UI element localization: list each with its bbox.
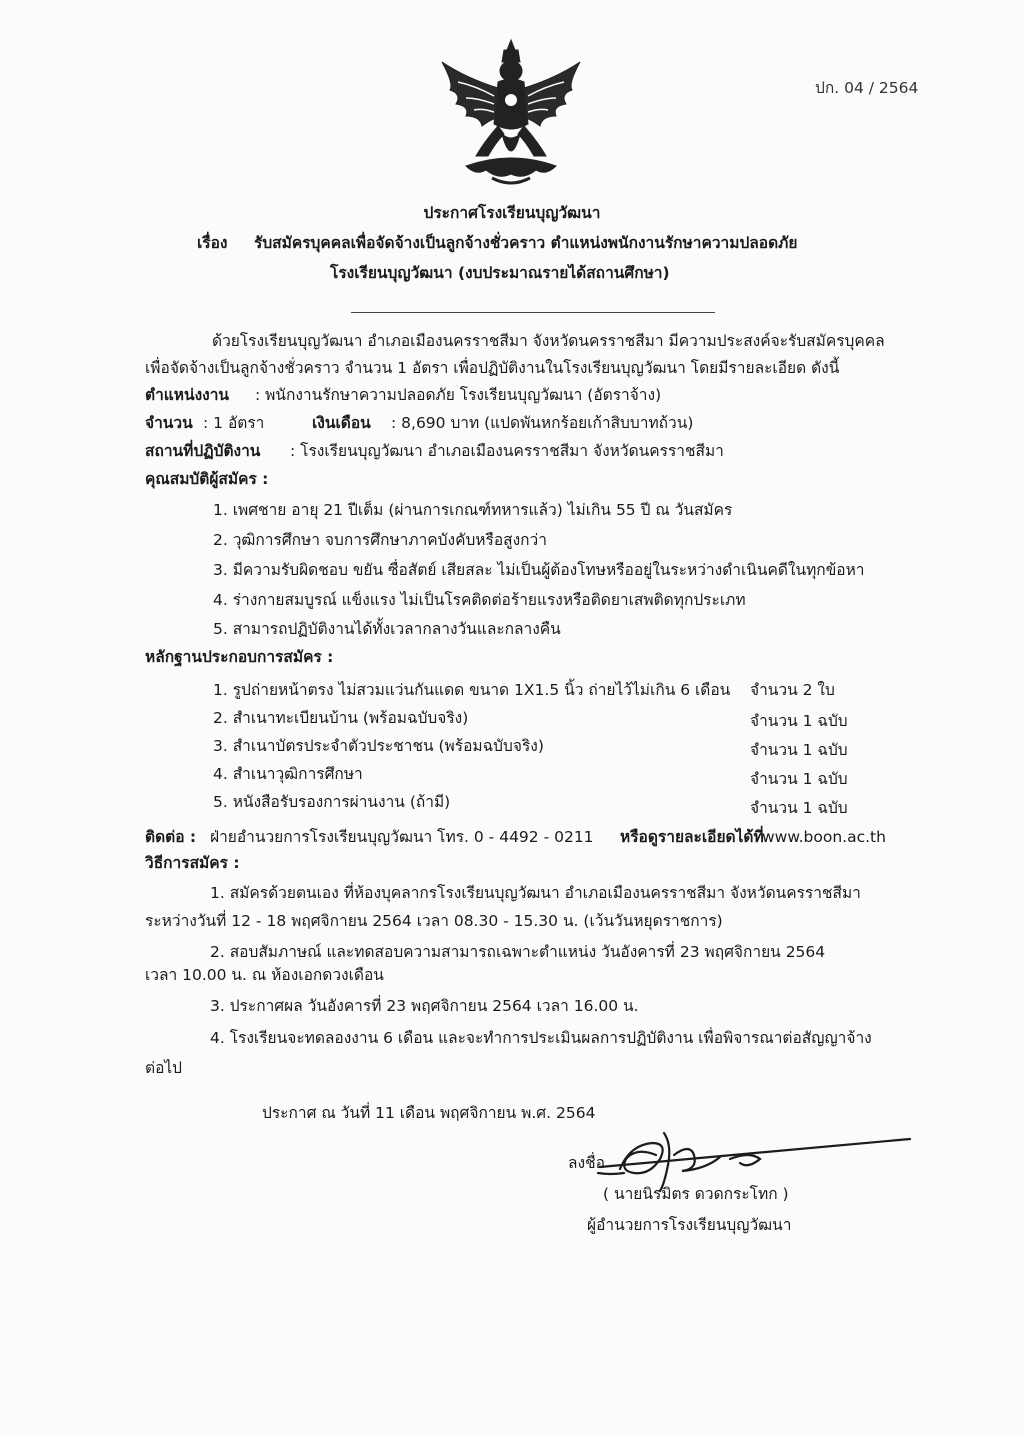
signer-title: ผู้อำนวยการโรงเรียนบุญวัฒนา — [587, 1216, 792, 1234]
qualification-item: 3. มีความรับผิดชอบ ขยัน ซื่อสัตย์ เสียสละ ไม่เป็นผู้ต้องโทษหรืออยู่ในระหว่างดำเนินคดีในทุกข้อหา — [213, 561, 865, 579]
apply-item-1-line-2: ระหว่างวันที่ 12 - 18 พฤศจิกายน 2564 เวลา 08.30 - 15.30 น. (เว้นวันหยุดราชการ) — [145, 912, 723, 930]
contact-text: ฝ่ายอำนวยการโรงเรียนบุญวัฒนา โทร. 0 - 4492 - 0211 — [210, 828, 594, 846]
workplace-label: สถานที่ปฏิบัติงาน — [145, 442, 261, 460]
contact-more: หรือดูรายละเอียดได้ที่ — [620, 828, 764, 846]
header-divider — [351, 312, 715, 313]
announcement-title: ประกาศโรงเรียนบุญวัฒนา — [423, 204, 601, 222]
document-qty: จำนวน 1 ฉบับ — [750, 741, 848, 759]
apply-item-1-line-1: 1. สมัครด้วยตนเอง ที่ห้องบุคลากรโรงเรียนบุญวัฒนา อำเภอเมืองนครราชสีมา จังหวัดนครราชสีมา — [210, 884, 861, 902]
document-item: 1. รูปถ่ายหน้าตรง ไม่สวมแว่นกันแดด ขนาด 1X1.5 นิ้ว ถ่ายไว้ไม่เกิน 6 เดือน — [213, 681, 731, 699]
document-item: 2. สำเนาทะเบียนบ้าน (พร้อมฉบับจริง) — [213, 709, 469, 727]
document-qty: จำนวน 2 ใบ — [750, 681, 835, 699]
count-value: : 1 อัตรา — [203, 414, 265, 432]
salary-label: เงินเดือน — [312, 414, 371, 432]
qualification-item: 4. ร่างกายสมบูรณ์ แข็งแรง ไม่เป็นโรคติดต่อร้ายแรงหรือติดยาเสพติดทุกประเภท — [213, 591, 746, 609]
contact-label: ติดต่อ : — [145, 828, 197, 846]
subject-line-2: โรงเรียนบุญวัฒนา (งบประมาณรายได้สถานศึกษา) — [330, 264, 670, 282]
intro-line-2: เพื่อจัดจ้างเป็นลูกจ้างชั่วคราว จำนวน 1 อัตรา เพื่อปฏิบัติงานในโรงเรียนบุญวัฒนา โดยมีรายละเอียด ดังนี้ — [145, 359, 840, 377]
workplace-value: : โรงเรียนบุญวัฒนา อำเภอเมืองนครราชสีมา จังหวัดนครราชสีมา — [290, 442, 724, 460]
position-value: : พนักงานรักษาความปลอดภัย โรงเรียนบุญวัฒนา (อัตราจ้าง) — [255, 386, 662, 404]
apply-item-2-line-2: เวลา 10.00 น. ณ ห้องเอกดวงเดือน — [145, 966, 384, 984]
document-item: 4. สำเนาวุฒิการศึกษา — [213, 765, 363, 783]
count-label: จำนวน — [145, 414, 193, 432]
garuda-emblem-icon — [436, 38, 586, 190]
apply-item-3: 3. ประกาศผล วันอังคารที่ 23 พฤศจิกายน 2564 เวลา 16.00 น. — [210, 997, 639, 1015]
documents-label: หลักฐานประกอบการสมัคร : — [145, 648, 334, 666]
document-item: 3. สำเนาบัตรประจำตัวประชาชน (พร้อมฉบับจริง) — [213, 737, 544, 755]
document-code: ปก. 04 / 2564 — [815, 79, 919, 97]
position-label: ตำแหน่งงาน — [145, 386, 230, 404]
apply-item-2-line-1: 2. สอบสัมภาษณ์ และทดสอบความสามารถเฉพาะตำแหน่ง วันอังคารที่ 23 พฤศจิกายน 2564 — [210, 943, 826, 961]
qualification-item: 2. วุฒิการศึกษา จบการศึกษาภาคบังคับหรือสูงกว่า — [213, 531, 547, 549]
subject-line-1: รับสมัครบุคคลเพื่อจัดจ้างเป็นลูกจ้างชั่วคราว ตำแหน่งพนักงานรักษาความปลอดภัย — [254, 234, 798, 252]
apply-label: วิธีการสมัคร : — [145, 854, 240, 872]
qualifications-label: คุณสมบัติผู้สมัคร : — [145, 470, 269, 488]
sign-label: ลงชื่อ — [568, 1154, 605, 1172]
document-qty: จำนวน 1 ฉบับ — [750, 712, 848, 730]
contact-url-link[interactable]: www.boon.ac.th — [762, 828, 886, 846]
salary-value: : 8,690 บาท (แปดพันหกร้อยเก้าสิบบาทถ้วน) — [391, 414, 694, 432]
apply-item-4-line-2: ต่อไป — [145, 1059, 183, 1077]
qualification-item: 5. สามารถปฏิบัติงานได้ทั้งเวลากลางวันและกลางคืน — [213, 620, 561, 638]
intro-line-1: ด้วยโรงเรียนบุญวัฒนา อำเภอเมืองนครราชสีมา จังหวัดนครราชสีมา มีความประสงค์จะรับสมัครบุคคล — [212, 332, 885, 350]
document-qty: จำนวน 1 ฉบับ — [750, 770, 848, 788]
qualification-item: 1. เพศชาย อายุ 21 ปีเต็ม (ผ่านการเกณฑ์ทหารแล้ว) ไม่เกิน 55 ปี ณ วันสมัคร — [213, 501, 733, 519]
document-qty: จำนวน 1 ฉบับ — [750, 799, 848, 817]
signer-name: ( นายนิรมิตร ดวดกระโทก ) — [603, 1185, 789, 1203]
announcement-date: ประกาศ ณ วันที่ 11 เดือน พฤศจิกายน พ.ศ. 2564 — [262, 1104, 596, 1122]
apply-item-4-line-1: 4. โรงเรียนจะทดลองงาน 6 เดือน และจะทำการประเมินผลการปฏิบัติงาน เพื่อพิจารณาต่อสัญญาจ้าง — [210, 1029, 872, 1047]
document-item: 5. หนังสือรับรองการผ่านงาน (ถ้ามี) — [213, 793, 451, 811]
subject-label: เรื่อง — [197, 234, 228, 252]
